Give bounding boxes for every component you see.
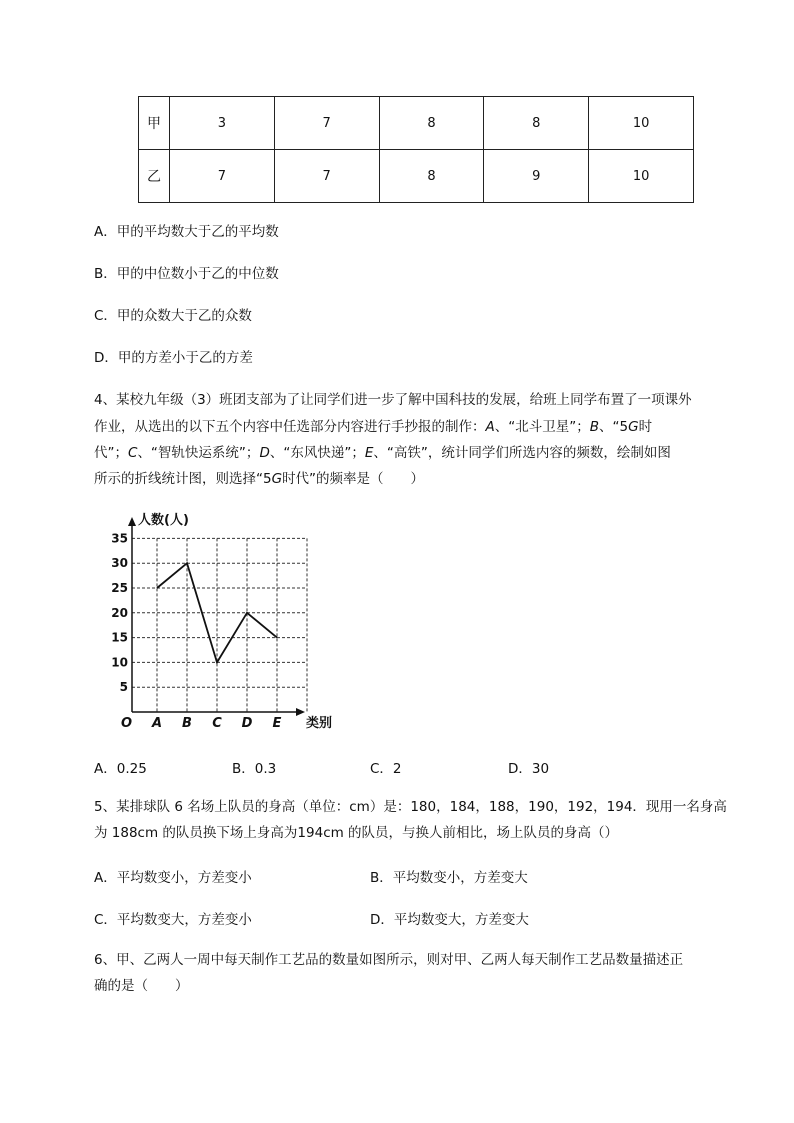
x-tick-label: E [272, 716, 282, 731]
q5-line-2: 为 188cm 的队员换下场上身高为194cm 的队员，与换人前相比，场上队员的身高（） [94, 825, 619, 841]
score-table [138, 96, 694, 203]
q5-option-a: A．平均数变小，方差变小 [94, 870, 252, 886]
table-cell: 10 [589, 97, 694, 150]
y-tick-label: 30 [111, 556, 128, 571]
q3-option-c: C．甲的众数大于乙的众数 [94, 308, 252, 324]
row-label: 乙 [139, 150, 170, 203]
q4-line-2: 作业，从选出的以下五个内容中任选部分内容进行手抄报的制作：A、“北斗卫星”；B、“5G时 [94, 419, 653, 435]
x-tick-label: D [241, 716, 253, 731]
table-row [139, 97, 694, 150]
q4-line-4: 所示的折线统计图，则选择“5G时代”的频率是（ ） [94, 471, 425, 487]
table-cell: 7 [274, 97, 379, 150]
table-cell: 8 [484, 97, 589, 150]
table-cell: 8 [379, 150, 484, 203]
x-axis-label: 类别 [306, 716, 333, 731]
table-cell: 9 [484, 150, 589, 203]
y-tick-label: 10 [111, 655, 128, 670]
q4-option-b: B．0.3 [232, 761, 277, 777]
y-tick-label: 5 [119, 680, 128, 695]
line-chart [110, 508, 350, 738]
q4-line-3: 代”；C、“智轨快运系统”；D、“东风快递”；E、“高铁”，统计同学们所选内容的频数，绘制如图 [94, 445, 671, 461]
y-axis-arrow [128, 517, 136, 526]
chart-tick-labels [111, 531, 281, 731]
x-tick-label: A [151, 716, 163, 731]
row-label: 甲 [139, 97, 170, 150]
table-row [139, 150, 694, 203]
y-tick-label: 20 [111, 605, 128, 620]
q4-line-1: 4、某校九年级（3）班团支部为了让同学们进一步了解中国科技的发展，给班上同学布置了一项课外 [94, 392, 692, 408]
q6-line-2: 确的是（ ） [94, 978, 189, 994]
origin-label: O [121, 716, 133, 731]
table-cell: 10 [589, 150, 694, 203]
q4-option-c: C．2 [370, 761, 402, 777]
y-axis-label: 人数(人) [138, 513, 189, 528]
q5-option-b: B．平均数变小，方差变大 [370, 870, 528, 886]
q5-line-1: 5、某排球队 6 名场上队员的身高（单位：cm）是：180，184，188，190，192，194．现用一名身高 [94, 799, 727, 815]
q3-option-a: A．甲的平均数大于乙的平均数 [94, 224, 279, 240]
chart-grid [132, 538, 307, 712]
y-tick-label: 25 [111, 581, 128, 595]
table-cell: 8 [379, 97, 484, 150]
q4-option-d: D．30 [508, 761, 550, 777]
q5-option-d: D．平均数变大，方差变大 [370, 912, 529, 928]
q3-option-b: B．甲的中位数小于乙的中位数 [94, 266, 279, 282]
table-cell: 7 [274, 150, 379, 203]
q6-line-1: 6、甲、乙两人一周中每天制作工艺品的数量如图所示，则对甲、乙两人每天制作工艺品数量描述正 [94, 952, 684, 968]
y-tick-label: 15 [111, 630, 128, 645]
q4-option-a: A．0.25 [94, 761, 147, 777]
q3-option-d: D．甲的方差小于乙的方差 [94, 350, 253, 366]
q5-option-c: C．平均数变大，方差变小 [94, 912, 252, 928]
y-tick-label: 35 [111, 531, 128, 546]
x-tick-label: B [182, 716, 192, 731]
table-cell: 7 [170, 150, 275, 203]
x-axis-arrow [296, 708, 305, 716]
x-tick-label: C [212, 716, 222, 731]
table-cell: 3 [170, 97, 275, 150]
